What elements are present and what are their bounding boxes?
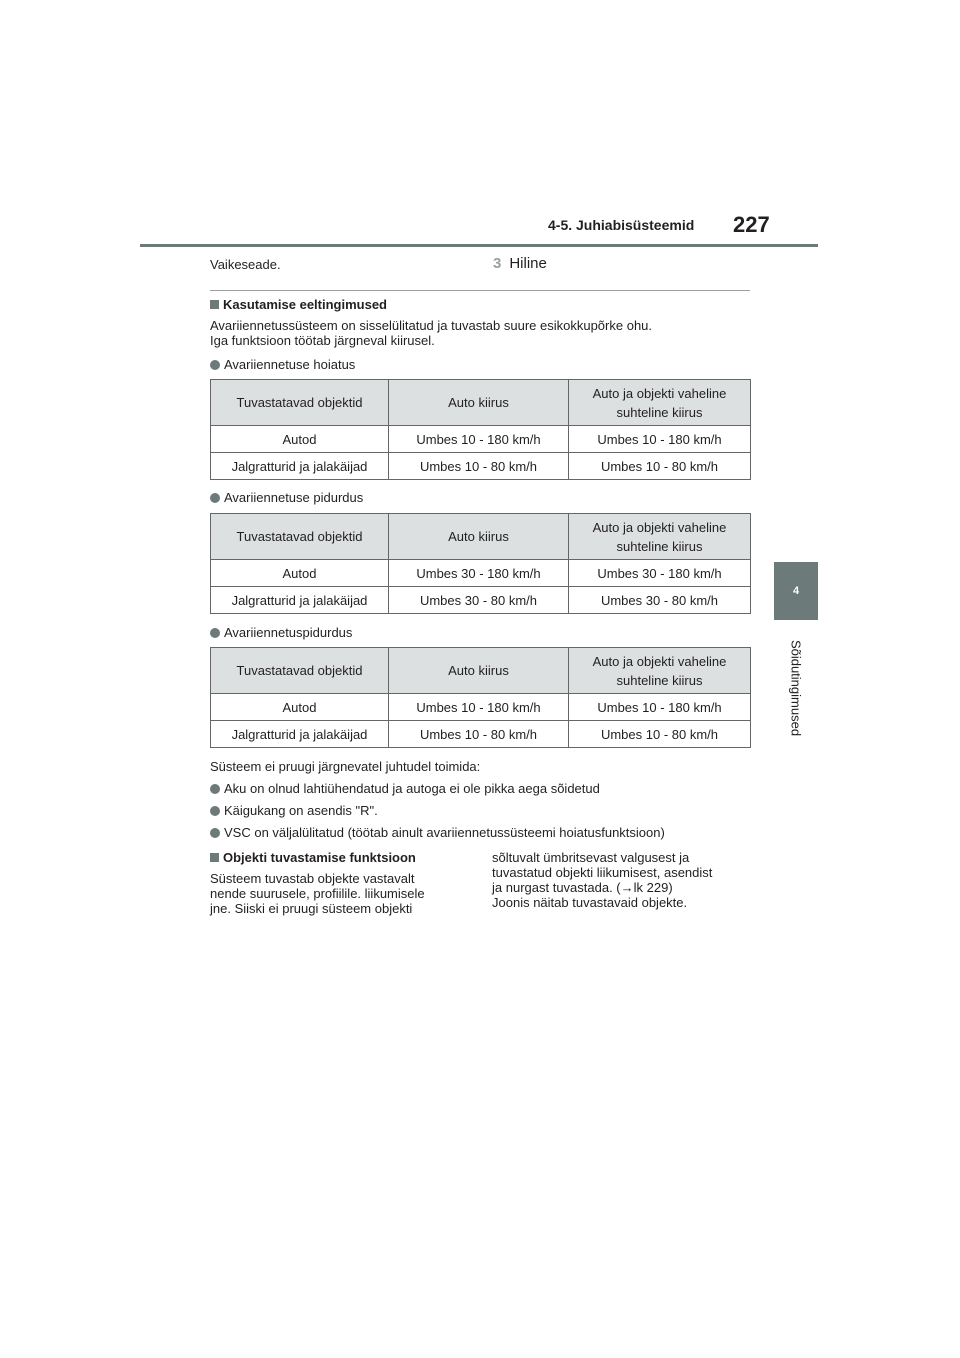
col-objects: Tuvastatavad objektid	[211, 380, 389, 426]
speed-table-warning	[210, 379, 751, 480]
table-cell: Umbes 30 - 180 km/h	[569, 560, 751, 587]
conditions-line-2: Iga funktsioon töötab järgneval kiirusel.	[210, 333, 435, 348]
exception-item-text: Käigukang on asendis "R".	[224, 803, 378, 818]
speed-table-emergency-braking	[210, 647, 751, 748]
bullet-icon	[210, 493, 220, 503]
table-cell: Umbes 10 - 80 km/h	[569, 721, 751, 748]
table-cell: Autod	[211, 694, 389, 721]
table-cell: Autod	[211, 560, 389, 587]
table-row	[211, 560, 751, 587]
table-title-text: Avariiennetuspidurdus	[224, 625, 353, 640]
exceptions-intro: Süsteem ei pruugi järgnevatel juhtudel toimida:	[210, 759, 481, 774]
exception-item	[210, 803, 378, 818]
exception-item-text: VSC on väljalülitatud (töötab ainult avariiennetussüsteemi hoiatusfunktsioon)	[224, 825, 665, 840]
table-row	[211, 694, 751, 721]
detection-right-line-1: sõltuvalt ümbritsevast valgusest ja	[492, 850, 690, 865]
table-cell: Umbes 10 - 180 km/h	[569, 426, 751, 453]
table-header-row	[211, 514, 751, 560]
section-divider	[210, 290, 750, 291]
col-objects: Tuvastatavad objektid	[211, 514, 389, 560]
col-vehicle-speed: Auto kiirus	[389, 648, 569, 694]
square-bullet-icon	[210, 853, 219, 862]
col-relative-speed	[569, 380, 751, 426]
table-title-emergency-braking	[210, 625, 352, 640]
header-divider	[140, 244, 818, 247]
page-number: 227	[733, 212, 770, 237]
col-relative-speed-line1: Auto ja objekti vaheline	[592, 385, 727, 401]
chapter-number: 4	[792, 585, 800, 597]
table-cell: Jalgratturid ja jalakäijad	[211, 453, 389, 480]
table-cell: Jalgratturid ja jalakäijad	[211, 721, 389, 748]
table-title-warning	[210, 357, 355, 372]
table-row	[211, 453, 751, 480]
bullet-icon	[210, 828, 220, 838]
default-setting-text: Vaikeseade.	[210, 257, 281, 272]
table-title-braking	[210, 490, 363, 505]
speed-table-braking	[210, 513, 751, 614]
detection-left-line-3: jne. Siiski ei pruugi süsteem objekti	[210, 901, 413, 916]
table-header-row	[211, 380, 751, 426]
detection-left-line-1: Süsteem tuvastab objekte vastavalt	[210, 871, 415, 886]
col-relative-speed	[569, 648, 751, 694]
col-relative-speed-line1: Auto ja objekti vaheline	[592, 519, 727, 535]
col-vehicle-speed: Auto kiirus	[389, 514, 569, 560]
square-bullet-icon	[210, 300, 219, 309]
bullet-icon	[210, 360, 220, 370]
option-label: Hiline	[509, 255, 547, 272]
conditions-heading-text: Kasutamise eeltingimused	[223, 297, 387, 312]
table-row	[211, 426, 751, 453]
exception-item	[210, 825, 665, 840]
chapter-label	[786, 632, 806, 744]
bullet-icon	[210, 784, 220, 794]
table-cell: Umbes 30 - 80 km/h	[569, 587, 751, 614]
table-cell: Umbes 10 - 80 km/h	[389, 721, 569, 748]
detection-right-line-2: tuvastatud objekti liikumisest, asendist	[492, 865, 713, 880]
table-title-text: Avariiennetuse pidurdus	[224, 490, 364, 505]
detection-right-line-4: Joonis näitab tuvastavaid objekte.	[492, 895, 688, 910]
arrow-icon: →	[620, 880, 634, 895]
option-number: 3	[493, 255, 502, 272]
detection-heading	[210, 850, 416, 865]
bullet-icon	[210, 806, 220, 816]
col-relative-speed-line1: Auto ja objekti vaheline	[592, 653, 727, 669]
conditions-line-1: Avariiennetussüsteem on sisselülitatud ja tuvastab suure esikokkupõrke ohu.	[210, 318, 653, 333]
detection-right-line-3	[492, 880, 673, 895]
table-cell: Umbes 30 - 80 km/h	[389, 587, 569, 614]
table-cell: Umbes 10 - 180 km/h	[389, 694, 569, 721]
table-row	[211, 721, 751, 748]
col-relative-speed-line2: suhteline kiirus	[616, 672, 703, 688]
table-cell: Umbes 10 - 180 km/h	[389, 426, 569, 453]
exception-item	[210, 781, 600, 796]
section-title: 4-5. Juhiabisüsteemid	[548, 217, 695, 233]
conditions-heading	[210, 297, 387, 312]
col-relative-speed	[569, 514, 751, 560]
col-objects: Tuvastatavad objektid	[211, 648, 389, 694]
chapter-label-text: Sõidutingimused	[788, 639, 804, 737]
col-relative-speed-line2: suhteline kiirus	[616, 404, 703, 420]
table-cell: Jalgratturid ja jalakäijad	[211, 587, 389, 614]
chapter-tab[interactable]	[774, 562, 818, 620]
col-relative-speed-line2: suhteline kiirus	[616, 538, 703, 554]
bullet-icon	[210, 628, 220, 638]
table-header-row	[211, 648, 751, 694]
table-cell: Umbes 10 - 80 km/h	[389, 453, 569, 480]
col-vehicle-speed: Auto kiirus	[389, 380, 569, 426]
table-cell: Umbes 10 - 180 km/h	[569, 694, 751, 721]
option-late	[493, 255, 547, 272]
detection-heading-text: Objekti tuvastamise funktsioon	[223, 850, 416, 865]
exception-item-text: Aku on olnud lahtiühendatud ja autoga ei ole pikka aega sõidetud	[224, 781, 600, 796]
page-reference-link[interactable]: lk 229)	[633, 880, 673, 895]
detection-left-line-2: nende suurusele, profiilile. liikumisele	[210, 886, 425, 901]
ref-prefix: ja nurgast tuvastada. (	[492, 880, 621, 895]
table-cell: Umbes 10 - 80 km/h	[569, 453, 751, 480]
table-cell: Autod	[211, 426, 389, 453]
table-title-text: Avariiennetuse hoiatus	[224, 357, 356, 372]
table-row	[211, 587, 751, 614]
table-cell: Umbes 30 - 180 km/h	[389, 560, 569, 587]
